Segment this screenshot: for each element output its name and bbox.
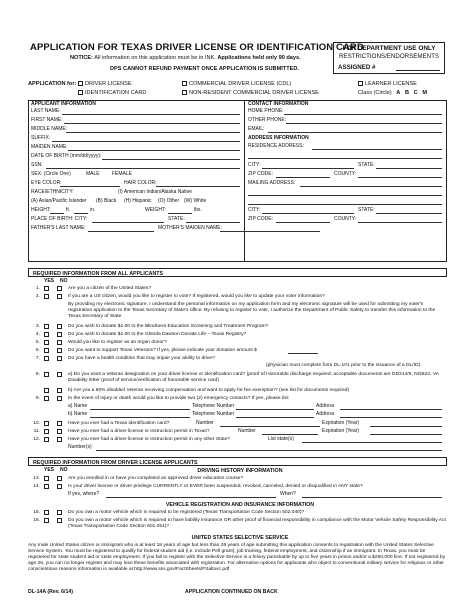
q10-text: Have you ever had a Texas identification card? xyxy=(68,421,170,426)
suffix-field[interactable] xyxy=(52,141,240,142)
q8b-text: b) Are you a 60% disabled Veteran receiving compensation and want to apply for fee exemption? (see list for documents required) xyxy=(68,388,350,393)
middle-name-label: MIDDLE NAME: xyxy=(31,126,68,132)
applicant-contact-divider xyxy=(244,100,245,262)
continued-on-back: APPLICATION CONTINUED ON BACK xyxy=(185,589,278,595)
q14-no-checkbox[interactable] xyxy=(57,484,62,489)
q5-text: Would you like to register as an organ donor? xyxy=(68,340,167,345)
non-resident-cdl-label: NON-RESIDENT COMMERCIAL DRIVER LICENSE xyxy=(189,90,319,96)
q9-text: In the event of injury or death would you like to provide two (2) emergency contacts? If yes, please list: xyxy=(68,396,290,401)
race-option-w[interactable]: (W) White xyxy=(184,198,207,204)
q4-no-checkbox[interactable] xyxy=(57,332,62,337)
q7-yes-checkbox[interactable] xyxy=(44,356,49,361)
q16-no-checkbox[interactable] xyxy=(57,518,62,523)
contact-a-address-label: Address xyxy=(316,403,335,409)
birth-state-label: STATE: xyxy=(168,216,185,222)
dob-field[interactable] xyxy=(102,159,240,160)
q12-numbers-field[interactable] xyxy=(96,450,442,451)
license-applicants-header: REQUIRED INFORMATION FROM DRIVER LICENSE APPLICANTS xyxy=(33,459,198,466)
assigned-line xyxy=(396,70,440,71)
q16-text: Do you own a motor vehicle which is required to have liability insurance OR other proof of financial responsibility in compliance with the Motor Vehicle Safety Responsibility Act (Texas Transportation Code Section 601.051)? xyxy=(68,518,446,529)
dept-box-subtitle: RESTRICTIONS/ENDORSEMENTS xyxy=(338,53,440,60)
driver-license-label: DRIVER LICENSE xyxy=(85,81,132,87)
yes-column-header: YES xyxy=(44,278,55,284)
cdl-option[interactable] xyxy=(182,81,291,87)
address-info-header: ADDRESS INFORMATION xyxy=(248,135,309,141)
last-name-field[interactable] xyxy=(62,114,240,115)
eye-color-field[interactable] xyxy=(60,186,120,187)
mailing-address-label: MAILING ADDRESS: xyxy=(248,180,296,186)
residence-address-line2[interactable] xyxy=(248,158,442,159)
q8a-text: a) Do you want a Veteran designation on your driver license or identification card? (proof of Honorable discharge required; acceptable documents are DD214/5, NGB22, VA Disability letter (proof of service/verification of honorable service card) xyxy=(68,372,439,383)
mailing-state-label: STATE: xyxy=(358,207,375,213)
driver-license-checkbox[interactable] xyxy=(78,81,83,86)
contact-a-phone-label: Telephone Number xyxy=(192,403,235,409)
residence-county-label: COUNTY: xyxy=(334,171,357,177)
q1-no-checkbox[interactable] xyxy=(57,286,62,291)
q11-number-field[interactable] xyxy=(262,434,318,435)
q10-expiration-field[interactable] xyxy=(370,426,442,427)
residence-address-label: RESIDENCE ADDRESS: xyxy=(248,143,304,149)
selective-service-header: UNITED STATES SELECTIVE SERVICE xyxy=(191,535,289,541)
sex-male-option[interactable]: MALE xyxy=(86,171,100,177)
notice-bold: Applications held only 90 days. xyxy=(217,55,301,61)
residence-city-label: CITY: xyxy=(248,162,261,168)
race-label: RACE/ETHNICITY: xyxy=(31,189,74,195)
q14-when-label: When? xyxy=(280,491,296,497)
sex-female-option[interactable]: FEMALE xyxy=(112,171,133,177)
non-resident-cdl-option[interactable] xyxy=(182,90,319,96)
ssn-label: SSN: xyxy=(31,162,43,168)
q12-no-checkbox[interactable] xyxy=(57,437,62,442)
q10-number-field[interactable] xyxy=(220,426,320,427)
race-option-a[interactable]: (A) Asian/Pacific Islander xyxy=(31,198,87,204)
form-title: APPLICATION FOR TEXAS DRIVER LICENSE OR IDENTIFICATION CARD xyxy=(30,42,364,53)
license-applicants-header-bar xyxy=(28,457,447,466)
height-in-unit: in. xyxy=(90,207,96,213)
q1-text: Are you a citizen of the United States? xyxy=(68,286,152,291)
driving-history-header: DRIVING HISTORY INFORMATION xyxy=(197,468,283,474)
q13-no-checkbox[interactable] xyxy=(57,476,62,481)
q8b-yes-checkbox[interactable] xyxy=(44,388,49,393)
q3-no-checkbox[interactable] xyxy=(57,324,62,329)
first-name-label: FIRST NAME: xyxy=(31,117,63,123)
hair-color-field[interactable] xyxy=(156,186,240,187)
q2-text: If you are a US citizen, would you like to register to vote? If registered, would you like to update your voter information? xyxy=(68,294,325,299)
email-field[interactable] xyxy=(268,132,442,133)
learner-checkbox[interactable] xyxy=(358,81,363,86)
assigned-label: ASSIGNED # xyxy=(338,64,376,71)
dept-box-title: FOR DEPARTMENT USE ONLY xyxy=(342,45,436,52)
mailing-address-line3[interactable] xyxy=(248,204,442,205)
last-name-label: LAST NAME: xyxy=(31,108,61,114)
q12-states-field[interactable] xyxy=(302,442,442,443)
residence-city-field[interactable] xyxy=(262,168,354,169)
mailing-address-line2[interactable] xyxy=(248,195,442,196)
q6-no-checkbox[interactable] xyxy=(57,348,62,353)
weight-unit: lbs. xyxy=(194,207,202,213)
q14-yes-checkbox[interactable] xyxy=(44,484,49,489)
race-option-b[interactable]: (B) Black xyxy=(96,198,117,204)
q10-expiration-label: Expiration (Year) xyxy=(322,420,360,426)
q13-yes-checkbox[interactable] xyxy=(44,476,49,481)
residence-state-label: STATE: xyxy=(358,162,375,168)
driver-license-option[interactable] xyxy=(78,81,132,87)
q14-text: Is your driver license or driver privilege CURRENTLY or EVER been suspended, revoked, canceled, denied or disqualified in ANY state? xyxy=(68,484,363,489)
q6-yes-checkbox[interactable] xyxy=(44,348,49,353)
q13-text: Are you enrolled in or have you completed an approved driver education course? xyxy=(68,476,244,481)
q9-no-checkbox[interactable] xyxy=(57,396,62,401)
contact-b-name-field[interactable] xyxy=(90,417,190,418)
mailing-state-field[interactable] xyxy=(376,213,442,214)
class-m-option[interactable]: M xyxy=(422,90,428,96)
q8a-no-checkbox[interactable] xyxy=(57,372,62,377)
home-phone-field[interactable] xyxy=(284,114,442,115)
q8a-yes-checkbox[interactable] xyxy=(44,372,49,377)
q5-no-checkbox[interactable] xyxy=(57,340,62,345)
race-option-i[interactable]: (I) American Indian/Alaska Native xyxy=(118,189,192,195)
father-last-name-label: FATHER'S LAST NAME: xyxy=(31,225,86,231)
maiden-name-label: MAIDEN NAME: xyxy=(31,144,68,150)
contact-a-name-field[interactable] xyxy=(90,409,190,410)
id-card-label: IDENTIFICATION CARD xyxy=(85,90,147,96)
birth-city-field[interactable] xyxy=(92,222,164,223)
q12-yes-checkbox[interactable] xyxy=(44,437,49,442)
q8b-no-checkbox[interactable] xyxy=(57,388,62,393)
class-b-option[interactable]: B xyxy=(404,90,409,96)
weight-label: WEIGHT: xyxy=(145,207,166,213)
q5-yes-checkbox[interactable] xyxy=(44,340,49,345)
height-ft-field[interactable] xyxy=(50,213,64,214)
contact-b-name-label: b) Name xyxy=(68,411,88,417)
birth-state-field[interactable] xyxy=(186,222,240,223)
residence-zip-field[interactable] xyxy=(276,177,330,178)
refund-notice: DPS CANNOT REFUND PAYMENT ONCE APPLICATION IS SUBMITTED. xyxy=(110,66,299,72)
hair-color-label: HAIR COLOR: xyxy=(124,180,157,186)
q14-when-field[interactable] xyxy=(302,497,442,498)
class-label: Class (Circle) xyxy=(358,90,392,96)
contact-a-name-label: a) Name xyxy=(68,403,88,409)
q11-number-label: Number xyxy=(238,428,256,434)
q10-number-label: Number xyxy=(196,420,214,426)
mailing-zip-field[interactable] xyxy=(276,222,330,223)
dob-label: DATE OF BIRTH (mm/dd/yyyy): xyxy=(31,153,102,159)
mailing-address-field[interactable] xyxy=(300,186,442,187)
learner-option[interactable] xyxy=(358,81,417,87)
residence-state-field[interactable] xyxy=(376,168,442,169)
contact-b-address-field[interactable] xyxy=(340,417,442,418)
contact-a-phone-field[interactable] xyxy=(236,409,314,410)
notice-text: All information on this application must be in INK. xyxy=(94,55,216,61)
contact-b-phone-field[interactable] xyxy=(236,417,314,418)
mailing-city-field[interactable] xyxy=(262,213,354,214)
q12-numbers-label: Number(s) xyxy=(68,444,92,450)
email-label: EMAIL: xyxy=(248,126,265,132)
application-type-section xyxy=(28,81,448,101)
height-label: HEIGHT: xyxy=(31,207,51,213)
q7-no-checkbox[interactable] xyxy=(57,356,62,361)
place-of-birth-label: PLACE OF BIRTH: CITY: xyxy=(31,216,88,222)
q12-states-label: List state(s) xyxy=(268,436,294,442)
q11-text: Have you ever had a driver license or instruction permit in Texas? xyxy=(68,429,210,434)
applicant-info-header: APPLICANT INFORMATION xyxy=(31,101,96,107)
all-applicants-header-bar xyxy=(28,268,447,277)
q2-yes-checkbox[interactable] xyxy=(44,294,49,299)
q4-yes-checkbox[interactable] xyxy=(44,332,49,337)
donation-amount-field[interactable] xyxy=(288,353,318,354)
q15-text: Do you own a motor vehicle which is required to be registered (Texas Transportation Code Section 502.040)? xyxy=(68,510,305,515)
q11-yes-checkbox[interactable] xyxy=(44,429,49,434)
learner-label: LEARNER LICENSE xyxy=(365,81,417,87)
license-no-column-header: NO xyxy=(60,467,68,473)
q15-yes-checkbox[interactable] xyxy=(44,510,49,515)
mother-maiden-name-label: MOTHER'S MAIDEN NAME: xyxy=(158,225,223,231)
class-a-option[interactable]: A xyxy=(396,90,401,96)
height-ft-unit: ft. xyxy=(66,207,71,213)
race-option-o[interactable]: (O) Other xyxy=(158,198,180,204)
residence-county-field[interactable] xyxy=(358,177,442,178)
q11-no-checkbox[interactable] xyxy=(57,429,62,434)
cdl-checkbox[interactable] xyxy=(182,81,187,86)
mailing-city-label: CITY: xyxy=(248,207,261,213)
suffix-label: SUFFIX: xyxy=(31,135,51,141)
q1-yes-checkbox[interactable] xyxy=(44,286,49,291)
form-number: DL-14A (Rev. 6/14) xyxy=(28,589,73,595)
contact-b-phone-label: Telephone Number xyxy=(192,411,235,417)
vehicle-registration-header: VEHICLE REGISTRATION AND INSURANCE INFORMATION xyxy=(165,502,315,508)
cdl-label: COMMERCIAL DRIVER LICENSE (CDL) xyxy=(189,81,292,87)
q7-text: Do you have a health condition that may impair your ability to drive? xyxy=(68,356,215,361)
first-name-field[interactable] xyxy=(64,123,240,124)
weight-field[interactable] xyxy=(168,213,192,214)
q15-no-checkbox[interactable] xyxy=(57,510,62,515)
q16-yes-checkbox[interactable] xyxy=(44,518,49,523)
residence-zip-label: ZIP CODE: xyxy=(248,171,273,177)
q11-expiration-label: Expiration (Year) xyxy=(322,428,360,434)
race-option-h[interactable]: (H) Hispanic xyxy=(124,198,152,204)
q11-expiration-field[interactable] xyxy=(370,434,442,435)
other-phone-field[interactable] xyxy=(286,123,442,124)
home-phone-label: HOME PHONE: xyxy=(248,108,284,114)
mailing-zip-label: ZIP CODE: xyxy=(248,216,273,222)
q3-yes-checkbox[interactable] xyxy=(44,324,49,329)
q12-text: Have you ever had a driver license or instruction permit in any other State? xyxy=(68,437,231,442)
residence-address-field[interactable] xyxy=(312,149,442,150)
mother-maiden-name-field[interactable] xyxy=(220,231,320,232)
q10-yes-checkbox[interactable] xyxy=(44,421,49,426)
sex-label: SEX: (Circle One) xyxy=(31,171,71,177)
license-yes-column-header: YES xyxy=(44,467,55,473)
middle-name-field[interactable] xyxy=(66,132,240,133)
contact-a-address-field[interactable] xyxy=(340,409,442,410)
father-last-name-field[interactable] xyxy=(88,231,154,232)
eye-color-label: EYE COLOR: xyxy=(31,180,62,186)
contact-b-address-label: Address xyxy=(316,411,335,417)
q4-text: Do you wish to donate $1.00 to the Glenda Dawson Donate Life – Texas Registry? xyxy=(68,332,247,337)
maiden-name-field[interactable] xyxy=(68,150,240,151)
ssn-field[interactable] xyxy=(46,168,240,169)
no-column-header: NO xyxy=(60,278,68,284)
contact-info-header: CONTACT INFORMATION xyxy=(248,101,309,107)
class-selector xyxy=(358,90,427,96)
q10-no-checkbox[interactable] xyxy=(57,421,62,426)
notice-line xyxy=(70,55,301,61)
applicant-contact-box xyxy=(28,100,447,262)
notice-label: NOTICE: xyxy=(70,55,93,61)
q9-yes-checkbox[interactable] xyxy=(44,396,49,401)
q14-where-field[interactable] xyxy=(106,497,276,498)
application-for-label: APPLICATION for: xyxy=(28,81,77,87)
mailing-county-field[interactable] xyxy=(358,222,442,223)
selective-service-text: Any male United States citizen or immigrant who is at least 18 years of age but less than 26 years of age submitting this application consents to registration with the United States Selective Service System. You must be registered to qualify for federal student aid (i.e. include Pell grant), job training, federal employment, and citizenship if an immigrant. In Texas, you must be registered for state student aid or state employment. If you fail to register with the Selective Service is a felony punishable by up to five years in prison and/or a $250,000 fine. If not registered by age 26, you can no longer register and may lose these benefits associated with registration. For alternative options for applicants who object to conventional military service for religious or other conscientious reasons information is available at http://www.sss.gov/FactSheets/FSaltsvc.pdf xyxy=(28,543,446,572)
q6-text: Do you want to support Texas Veterans? If yes, please indicate your donation amount $ xyxy=(68,348,257,353)
q7-note-text: (physician must complete form DL-101 prior to the issuance of a DL/ID). xyxy=(266,363,422,368)
q2-no-checkbox[interactable] xyxy=(57,294,62,299)
q2-consent-text: By providing my electronic signature, I understand the personal information on my application form and my electronic signature will be used for submitting my voter's registration application to the Texas Secretary of State's office. By refusing to register to vote, I authorize the Department of Public Safety to transfer this information to the Texas Secretary of State. xyxy=(68,302,436,319)
other-phone-label: OTHER PHONE: xyxy=(248,117,287,123)
id-card-option[interactable] xyxy=(78,90,146,96)
height-in-field[interactable] xyxy=(74,213,88,214)
q14-where-label: If yes, where? xyxy=(68,491,100,497)
all-applicants-header: REQUIRED INFORMATION FROM ALL APPLICANTS xyxy=(33,270,164,277)
non-resident-cdl-checkbox[interactable] xyxy=(182,90,187,95)
id-card-checkbox[interactable] xyxy=(78,90,83,95)
mailing-county-label: COUNTY: xyxy=(334,216,357,222)
q3-text: Do you wish to donate $1.00 to the Blindness Education Screening and Treatment Program? xyxy=(68,324,269,329)
department-use-box xyxy=(333,42,445,74)
class-c-option[interactable]: C xyxy=(413,90,418,96)
application-form-page: APPLICATION FOR TEXAS DRIVER LICENSE OR IDENTIFICATION CARD NOTICE: All information on this application must be in INK. Applications held only 90 days. DPS CANNOT REFUND PAYMENT ONCE APPLICATION IS SUBMITTED. FOR DEPARTMENT USE ONLY RESTRICTIONS/ENDORSEMENTS ASSIGNED # APPLICATION for: DRIVER LICENSE IDENTIFICATION CARD COMMERCIAL DRIVER LICENSE (CDL) NON-RESIDENT COMMERCIAL DRIVER LICENSE LEARNER LICENSE Class (Circle) A B C M APPLICANT INFORMATION LAST NAME: FIRST NAME: MIDDLE NAME: SUFFIX: MAIDEN NAME: DATE OF BIRTH (mm/dd/yyyy): SSN: SEX: (Circle One) MALE FEMALE EYE COLOR: HAIR COLOR: RACE/ETHNICITY: (I) American Indian/Alaska Native (A) Asian/Pacific Islander (B) Black (H) Hispanic (O) Other (W) White HEIGHT: ft. in. WEIGHT: lbs. PLACE OF BIRTH: CITY: STATE: FATHER'S LAST NAME: MOTHER'S MAIDEN NAME: CONTACT INFORMATION HOME PHONE: OTHER PHONE: EMAIL: ADDRESS INFORMATION RESIDENCE ADDRESS: CITY: STATE: ZIP CODE: COUNTY: MAILING ADDRESS: CITY: STATE: ZIP CODE: COUNTY: REQUIRED INFORMATION FROM ALL APPLICANTS YES NO 1. Are you a citizen of the United States? 2. If you are a US citizen, would you like to register to vote? If registered, would you like to update your voter information? By providing my electronic signature, I understand the personal information on my application form and my electronic signature will be used for submitting my voter's registration application to the Texas Secretary of State's office. By refusing to register to vote, I authorize the Department of Public Safety to transfer this information to the Texas Secretary of State. 3. Do you wish to donate $1.00 to the Blindness Education Screening and Treatment Program? 4. Do you wish to donate $1.00 to the Glenda Dawson Donate Life – Texas Registry? 5. Would you like to register as an organ donor? 6. Do you want to support Texas Veterans? If yes, please indicate your donation amount $ 7. Do you have a health condition that may impair your ability to drive? (physician must complete form DL-101 prior to the issuance of a DL/ID). 8. a) Do you want a Veteran designation on your driver license or identification card? (proof of Honorable discharge required; acceptable documents are DD214/5, NGB22, VA Disability letter (proof of service/verification of honorable service card) b) Are you a 60% disabled Veteran receiving compensation and want to apply for fee exemption? (see list for documents required) 9. In the event of injury or death would you like to provide two (2) emergency contacts? If yes, please list: a) Name Telephone Number Address b) Name Telephone Number Address 10. Have you ever had a Texas identification card? Number Expiration (Year) 11. Have you ever had a driver license or instruction permit in Texas? Number Expiration (Year) 12. Have you ever had a driver license or instruction permit in any other State? List state(s) Number(s) REQUIRED INFORMATION FROM DRIVER LICENSE APPLICANTS YES NO DRIVING HISTORY INFORMATION 13. Are you enrolled in or have you completed an approved driver education course? 14. Is your driver license or driver privilege CURRENTLY or EVER been suspended, revoked, canceled, denied or disqualified in ANY state? If yes, where? When? VEHICLE REGISTRATION AND INSURANCE INFORMATION 15. Do you own a motor vehicle which is required to be registered (Texas Transportation Code Section 502.040)? 16. Do you own a motor vehicle which is required to have liability insurance OR other proof of financial responsibility in compliance with the Motor Vehicle Safety Responsibility Act (Texas Transportation Code Section 601.051)? UNITED STATES SELECTIVE SERVICE Any male United States citizen or immigrant who is at least 18 years of age but less than 26 years of age submitting this application consents to registration with the United States Selective Service System. You must be registered to qualify for federal student aid (i.e. include Pell grant), job training, federal employment, and citizenship if an immigrant. In Texas, you must be registered for state student aid or state employment. If you fail to register with the Selective Service is a felony punishable by up to five years in prison and/or a $250,000 fine. If not registered by age 26, you can no longer register and may lose these benefits associated with registration. For alternative options for applicants who object to conventional military service for religious or other conscientious reasons information is available at http://www.sss.gov/FactSheets/FSaltsvc.pdf DL-14A (Rev. 6/14) APPLICATION CONTINUED ON BACK xyxy=(0,0,474,613)
